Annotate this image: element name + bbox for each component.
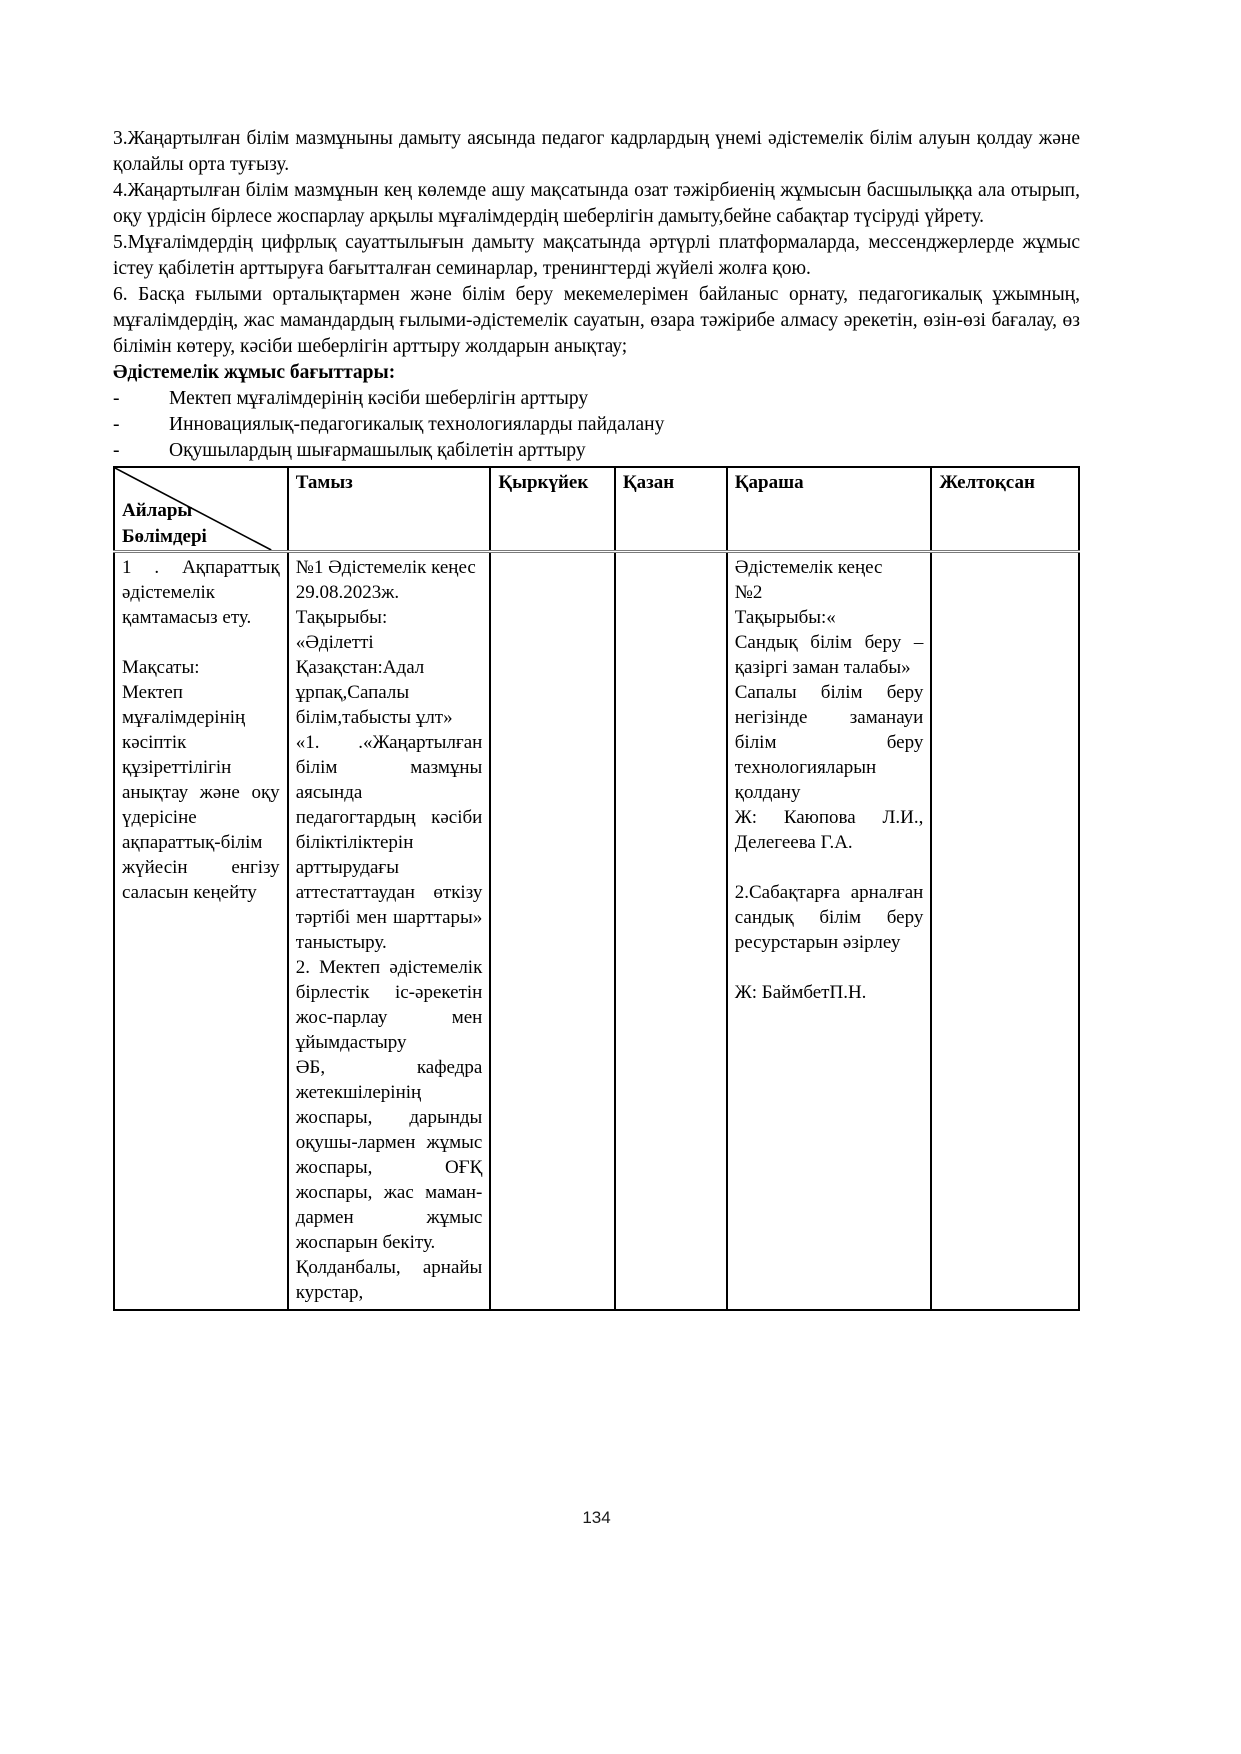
cell-text-block: Тақырыбы: [295,607,388,628]
month-header-tamyz: Тамыз [288,467,491,552]
cell-text-block: Ж: БаймбетП.Н. [734,982,867,1003]
table-header-row [114,467,1079,552]
cell-text-block: 1 . Ақпараттық әдістемелік қамтамасыз ету. [122,557,280,628]
intro-paragraph-5: 5.Мұғалімдердің цифрлық сауаттылығын дамыту мақсатында әртүрлі платформаларда, мессенджерлерде жұмыс істеу қабілетін арттыруға бағытталған семинарлар, тренингтерді жүйелі жолға қою. [113,232,1080,279]
bullet-item-1 [113,386,1080,412]
table-row-information-support [114,552,1079,1311]
bullet-dash: - [113,388,120,409]
page-content [113,126,1080,1311]
intro-paragraph-6: 6. Басқа ғылыми орталықтармен және білім беру мекемелерімен байланыс орнату, педагогикалық ұжымның, мұғалімдердің, жас мамандардың ғылыми-әдістемелік сауатын, өзара тәжірибе алмасу әрекетін, өзін-өзі бағалау, өз білімін көтеру, кәсіби шеберлігін арттыру жолдарын анықтау; [113,284,1080,357]
cell-text-block: 2.Сабақтарға арналған сандық білім беру ресурстарын әзірлеу [734,882,924,953]
cell-tamyz-activities [288,552,491,1311]
cell-text-block: №2 [734,582,763,603]
bullet-dash: - [113,440,120,461]
cell-section-description [114,552,288,1311]
month-header-karasha: Қараша [727,467,932,552]
intro-paragraph-4: 4.Жаңартылған білім мазмұнын кең көлемде ашу мақсатында озат тәжірбиенің жұмысын басшылыққа ала отырып, оқу үрдісін бірлесе жоспарлау арқылы мұғалімдердің шеберлігін дамыту,бейне сабақтар түсіруді үйрету. [113,180,1080,227]
bullet-text: Оқушылардың шығармашылық қабілетін арттыру [169,440,586,461]
cell-text-block [735,955,924,980]
cell-kazan-activities [615,552,727,1311]
bullet-item-3 [113,438,1080,464]
month-header-kyrkuiek: Қыркүйек [490,467,614,552]
cell-text-block: Ж: Каюпова Л.И., Делегеева Г.А. [734,807,924,853]
corner-label-sections: Бөлімдері [122,526,207,547]
cell-text-block: Қолданбалы, арнайы курстар, [295,1257,483,1303]
cell-text-block: ӘБ, кафедра жетекшілерінің жоспары, дарынды оқушы-лармен жұмыс жоспары, ОҒҚ жоспары, жас маман-дармен жұмыс жоспарын бекіту. [295,1057,483,1253]
corner-cell-months-sections [114,467,288,552]
cell-text-block: Мектеп мұғалімдерінің кәсіптік құзіреттілігін анықтау және оқу үдерісіне ақпараттық-білім жүйесін енгізу саласын кеңейту [122,682,280,903]
cell-text-block: «Әділетті Қазақстан:Адал ұрпақ,Сапалы білім,табысты ұлт» [295,632,453,728]
cell-text-block: 2. Мектеп әдістемелік бірлестік іс-әрекетін жос-парлау мен ұйымдастыру [295,957,483,1053]
cell-kyrkuiek-activities [490,552,614,1311]
cell-text-block: 29.08.2023ж. [295,582,400,603]
cell-text-block: Әдістемелік кеңес [734,557,883,578]
cell-text-block [122,630,280,655]
bullet-item-2 [113,412,1080,438]
cell-text-block: №1 Әдістемелік кеңес [295,557,476,578]
page-number: 134 [582,1508,611,1527]
corner-label-months: Айлары [122,500,193,521]
cell-text-block: Мақсаты: [122,657,200,678]
month-header-zheltoksan: Желтоқсан [931,467,1079,552]
bullet-text: Мектеп мұғалімдерінің кәсіби шеберлігін арттыру [169,388,589,409]
cell-karasha-activities [727,552,932,1311]
cell-text-block: Сандық білім беру –қазіргі заман талабы» [734,632,924,678]
cell-text-block: «1. .«Жаңартылған білім мазмұны аясында педагогтардың кәсіби біліктіліктерін арттырудағы аттестаттаудан өткізу тәртібі мен шарттары» таныстыру. [295,732,483,953]
cell-zheltoksan-activities [931,552,1079,1311]
bullet-dash: - [113,414,120,435]
monthly-plan-table [113,466,1080,1311]
month-header-kazan: Қазан [615,467,727,552]
methodical-directions-heading: Әдістемелік жұмыс бағыттары: [113,362,396,383]
bullet-text: Инновациялық-педагогикалық технологияларды пайдалану [169,414,665,435]
intro-paragraph-3: 3.Жаңартылған білім мазмұныны дамыту аясында педагог кадрлардың үнемі әдістемелік білім алуын қолдау және қолайлы орта туғызу. [113,128,1080,175]
cell-text-block: Сапалы білім беру негізінде заманауи білім беру технологияларын қолдану [734,682,924,803]
cell-text-block [735,855,924,880]
cell-text-block: Тақырыбы:« [734,607,836,628]
